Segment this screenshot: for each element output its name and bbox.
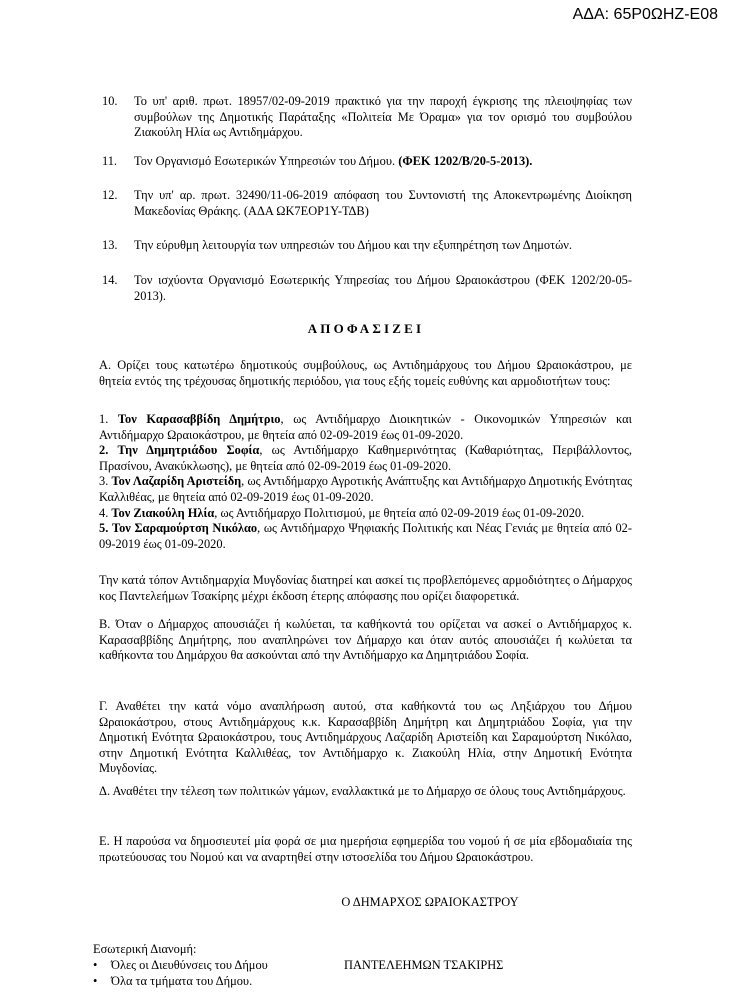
item-text: Τον ισχύοντα Οργανισμό Εσωτερικής Υπηρεσίας του Δήμου Ωραιοκάστρου (ΦΕΚ 1202/20-05-2013). [134,273,632,303]
section-c: Γ. Αναθέτει την κατά νόμο αναπλήρωση αυτού, στα καθήκοντά του ως Ληξιάρχου του Δήμου Ωραιοκάστρου, στους Αντιδημάρχους κ.κ. Καρασαββίδη Δημήτρη και Δημητριάδου Σοφία, για την Δημοτική Ενότητα Ωραιοκάστρου, τους Αντιδημάρχους Λαζαρίδη Αριστείδη και Σαραμούρτση Νικόλαο, στην Δημοτική Ενότητα Καλλιθέας, τον Αντιδήμαρχο κ. Ζιακούλη Ηλία, στην Δημοτική Ενότητα Μυγδονίας. [99,699,632,776]
deputy-number: 2. [99,443,109,458]
item-text: Την εύρυθμη λειτουργία των υπηρεσιών του Δήμου και την εξυπηρέτηση των Δημοτών. [134,238,572,252]
deputy-item [99,521,632,552]
section-e: Ε. Η παρούσα να δημοσιευτεί μία φορά σε μια ημερήσια εφημερίδα του νομού ή σε μία εβδομαδιαία της πρωτεύουσας του Νομού και να αναρτηθεί στην ιστοσελίδα του Δήμου Ωραιοκάστρου. [99,834,632,864]
item-text: Την υπ' αρ. πρωτ. 32490/11-06-2019 απόφαση του Συντονιστή της Αποκεντρωμένης Διοίκηση Μακεδονίας Θράκης. (ΑΔΑ ΩΚ7ΕΟΡ1Υ-ΤΔΒ) [134,188,632,218]
item-number: 10. [102,94,118,108]
signature-title: Ο ΔΗΜΑΡΧΟΣ ΩΡΑΙΟΚΑΣΤΡΟΥ [341,895,519,909]
item-text: Τον Οργανισμό Εσωτερικών Υπηρεσιών του Δήμου. [134,154,396,168]
consideration-12 [104,188,632,219]
decision-heading: ΑΠΟΦΑΣΙΖΕΙ [307,321,425,336]
deputy-number: 3. [99,474,109,489]
signature-name: ΠΑΝΤΕΛΕΗΜΩΝ ΤΣΑΚΙΡΗΣ [344,958,504,972]
consideration-10 [104,94,632,141]
deputy-role: , ως Αντιδήμαρχο Πολιτισμού, με θητεία από 02-09-2019 έως 01-09-2020. [214,505,585,520]
section-b: Β. Όταν ο Δήμαρχος απουσιάζει ή κωλύεται, τα καθήκοντά του ορίζεται να ασκεί ο Αντιδήμαρχος κ. Καρασαββίδης Δημήτρης, που αναπληρώνει τον Δήμαρχο και όταν αυτός απουσιάζει ή κωλύεται τα καθήκοντα του Δημάρχου θα ασκούνται από την Αντιδήμαρχο κα Δημητριάδου Σοφία. [99,617,632,663]
consideration-13 [104,238,632,254]
deputy-item [99,506,632,522]
consideration-14 [104,273,632,304]
deputy-item [99,474,632,505]
item-text-bold: (ΦΕΚ 1202/Β/20-5-2013). [398,154,533,168]
deputy-item [99,412,632,443]
item-number: 13. [102,238,118,252]
deputy-name: Τον Λαζαρίδη Αριστείδη [111,474,242,489]
mygdonia-paragraph: Την κατά τόπον Αντιδημαρχία Μυγδονίας διατηρεί και ασκεί τις προβλεπόμενες αρμοδιότητες ο Δήμαρχος κος Παντελεήμων Τσακίρης μέχρι έκδοση έτερης απόφασης που ορίζει διαφορετικά. [99,573,632,603]
deputy-role: , ως Αντιδήμαρχο Καθημερινότητας (Καθαριότητας, Περιβάλλοντος, Πρασίνου, Ανακύκλωσης), με θητεία από 02-09-2019 έως 01-09-2020. [99,443,632,473]
deputies-list [99,412,632,552]
item-number: 12. [102,188,118,202]
item-number: 14. [102,273,118,287]
section-a-intro: Α. Ορίζει τους κατωτέρω δημοτικούς συμβούλους, ως Αντιδημάρχους του Δήμου Ωραιοκάστρου, με θητεία εντός της τρέχουσας δημοτικής περιόδου, για τους εξής τομείς ευθύνης και αρμοδιοτήτων τους: [99,358,632,388]
consideration-11 [104,154,632,170]
deputy-role: , ως Αντιδήμαρχο Αγροτικής Ανάπτυξης και Αντιδήμαρχο Δημοτικής Ενότητας Καλλιθέας, με θητεία από 02-09-2019 έως 01-09-2020. [99,474,632,504]
item-number: 11. [102,154,118,168]
deputy-name: Τον Ζιακούλη Ηλία [111,505,215,520]
distribution-item: • Όλες οι Διευθύνσεις του Δήμου [93,958,268,974]
deputy-number: 4. [99,505,109,520]
deputy-role: , ως Αντιδήμαρχο Διοικητικών - Οικονομικών Υπηρεσιών και Αντιδήμαρχο Ωραιοκάστρου, με θητεία από 02-09-2019 έως 01-09-2020. [99,412,632,442]
item-text: Το υπ' αριθ. πρωτ. 18957/02-09-2019 πρακτικό για την παροχή έγκρισης της πλειοψηφίας των συμβούλων της Δημοτικής Παράταξης «Πολιτεία Με Όραμα» για τον ορισμό του συμβούλου Ζιακούλη Ηλία ως Αντιδημάρχου. [134,94,632,140]
deputy-number: 5. [99,521,109,536]
ada-code: ΑΔΑ: 65Ρ0ΩΗΖ-Ε08 [572,6,718,23]
deputy-role: , ως Αντιδήμαρχο Ψηφιακής Πολιτικής και Νέας Γενιάς με θητεία από 02-09-2019 έως 01-09-2020. [99,521,632,551]
distribution-item: • Όλα τα τμήματα του Δήμου. [93,974,268,990]
deputy-number: 1. [99,412,109,426]
distribution-label: Εσωτερική Διανομή: [93,942,197,956]
deputy-name: Την Δημητριάδου Σοφία [117,443,260,458]
distribution-list [93,958,268,989]
item-text-wrapper [134,154,632,170]
deputy-item [99,443,632,474]
deputy-name: Τον Σαραμούρτση Νικόλαο [111,521,258,536]
deputy-name: Τον Καρασαββίδη Δημήτριο [117,412,281,426]
section-d: Δ. Αναθέτει την τέλεση των πολιτικών γάμων, εναλλακτικά με το Δήμαρχο σε όλους τους Αντιδημάρχους. [99,784,626,798]
